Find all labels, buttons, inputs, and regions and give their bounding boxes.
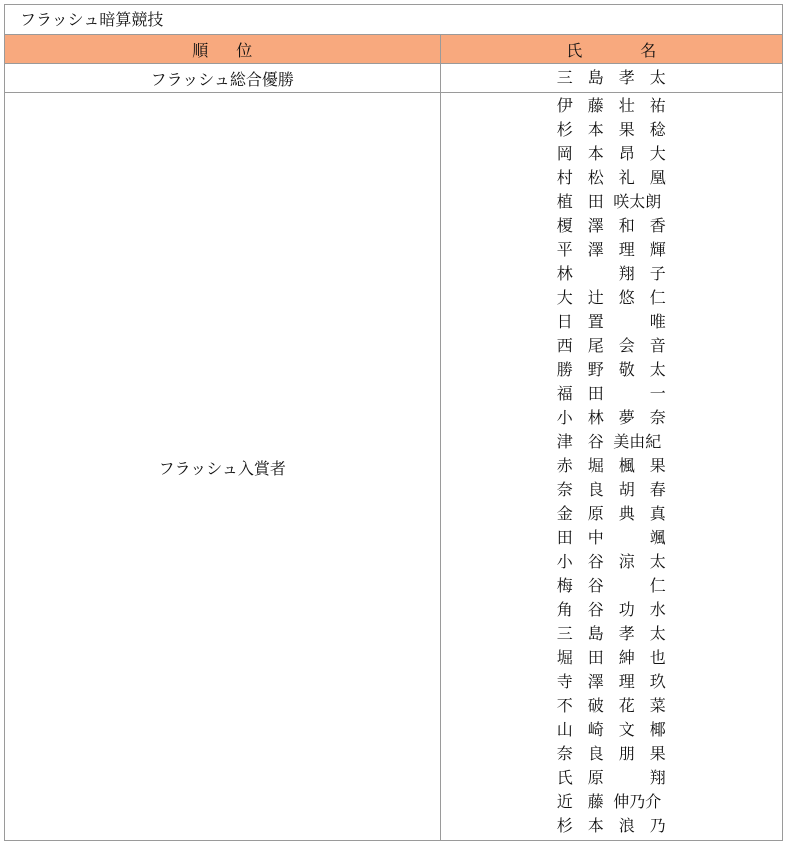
name-char: 太 (649, 624, 666, 643)
name-char: 颯 (649, 528, 666, 547)
name-char: 太 (649, 552, 666, 571)
name-char: 杉 (556, 816, 573, 835)
name-char: 果 (649, 744, 666, 763)
name-char: 太 (649, 68, 666, 87)
prize-winner-name (441, 166, 783, 190)
prize-winner-name (441, 142, 783, 166)
name-char: 置 (587, 312, 604, 331)
name-char (580, 262, 611, 286)
name-char: 日 (556, 312, 573, 331)
name-char: 寺 (556, 672, 573, 691)
name-char: 藤 (587, 96, 604, 115)
name-char: 祐 (649, 96, 666, 115)
name-char: 破 (587, 696, 604, 715)
overall-name-cell (440, 64, 782, 93)
name-char: 美由紀 (613, 432, 662, 451)
name-char (611, 574, 642, 598)
header-rank-char-2: 位 (236, 40, 253, 60)
name-char (611, 526, 642, 550)
name-char: 敬 (618, 360, 635, 379)
name-char: 楓 (618, 456, 635, 475)
name-char: 岡 (556, 144, 573, 163)
name-char: 理 (618, 240, 635, 259)
name-char: 花 (618, 696, 635, 715)
header-rank-char-1: 順 (192, 40, 209, 60)
name-char: 悠 (618, 288, 635, 307)
name-char: 仁 (649, 576, 666, 595)
name-char: 良 (587, 480, 604, 499)
name-char: 唯 (649, 312, 666, 331)
name-char: 中 (587, 528, 604, 547)
name-char: 凰 (649, 168, 666, 187)
name-char: 澤 (587, 216, 604, 235)
prize-winner-name (441, 214, 783, 238)
name-char: 山 (556, 720, 573, 739)
name-char: 孝 (618, 624, 635, 643)
name-char: 村 (556, 168, 573, 187)
name-char: 文 (618, 720, 635, 739)
prize-winner-name (441, 358, 783, 382)
name-char: 稔 (649, 120, 666, 139)
name-char: 翔 (618, 264, 635, 283)
name-char: 咲太朗 (613, 192, 662, 211)
name-char: 朋 (618, 744, 635, 763)
name-char: 真 (649, 504, 666, 523)
prize-winner-name (441, 718, 783, 742)
name-char: 福 (556, 384, 573, 403)
name-char: 藤 (587, 792, 604, 811)
name-char: 昂 (618, 144, 635, 163)
name-char: 涼 (618, 552, 635, 571)
name-char: 杉 (556, 120, 573, 139)
prize-winner-name (441, 646, 783, 670)
name-char: 本 (587, 120, 604, 139)
name-char: 会 (618, 336, 635, 355)
name-char: 氏 (556, 768, 573, 787)
prize-winner-name (441, 766, 783, 790)
name-char (611, 382, 642, 406)
prize-winner-name (441, 598, 783, 622)
name-char: 田 (587, 648, 604, 667)
table-title: フラッシュ暗算競技 (5, 5, 782, 35)
name-char: 小 (556, 408, 573, 427)
prize-winner-name (441, 118, 783, 142)
name-char: 本 (587, 816, 604, 835)
prize-winner-name (441, 814, 783, 838)
name-char: 伊 (556, 96, 573, 115)
name-char: 翔 (649, 768, 666, 787)
name-char: 田 (587, 384, 604, 403)
name-char: 梅 (556, 576, 573, 595)
prize-winner-name (441, 430, 783, 454)
name-char: 音 (649, 336, 666, 355)
prize-names-cell (440, 93, 782, 842)
name-char: 林 (587, 408, 604, 427)
prize-winner-name (441, 742, 783, 766)
name-char: 谷 (587, 576, 604, 595)
name-char: 尾 (587, 336, 604, 355)
prize-winner-name (441, 334, 783, 358)
header-name-char-2: 名 (640, 40, 657, 60)
overall-winner-name (441, 66, 783, 90)
name-char: 西 (556, 336, 573, 355)
name-char: 輝 (649, 240, 666, 259)
name-char: 果 (618, 120, 635, 139)
prize-winner-name (441, 574, 783, 598)
name-char: 奈 (556, 480, 573, 499)
name-char: 一 (649, 384, 666, 403)
name-char: 奈 (649, 408, 666, 427)
header-name-char-1: 氏 (566, 40, 583, 60)
name-char: 也 (649, 648, 666, 667)
name-char: 赤 (556, 456, 573, 475)
name-char: 礼 (618, 168, 635, 187)
prize-winner-name (441, 238, 783, 262)
name-char: 榎 (556, 216, 573, 235)
name-char: 奈 (556, 744, 573, 763)
name-char: 典 (618, 504, 635, 523)
name-char: 植 (556, 192, 573, 211)
prize-winner-name (441, 622, 783, 646)
prize-winner-name (441, 382, 783, 406)
prize-winner-name (441, 94, 783, 118)
prize-rank-cell: フラッシュ入賞者 (5, 93, 440, 842)
header-row (5, 35, 782, 64)
results-table (5, 35, 782, 841)
header-name (440, 35, 782, 64)
prize-winner-name (441, 286, 783, 310)
name-char: 本 (587, 144, 604, 163)
name-char: 孝 (618, 68, 635, 87)
name-char: 谷 (587, 432, 604, 451)
name-char: 角 (556, 600, 573, 619)
name-char: 金 (556, 504, 573, 523)
name-char: 不 (556, 696, 573, 715)
prize-winner-name (441, 262, 783, 286)
name-char: 壮 (618, 96, 635, 115)
name-char: 原 (587, 504, 604, 523)
name-char: 三 (556, 68, 573, 87)
prize-winner-name (441, 670, 783, 694)
prize-winner-name (441, 550, 783, 574)
name-char: 胡 (618, 480, 635, 499)
name-char: 夢 (618, 408, 635, 427)
name-char: 堀 (556, 648, 573, 667)
name-char: 松 (587, 168, 604, 187)
name-char: 谷 (587, 600, 604, 619)
name-char: 果 (649, 456, 666, 475)
name-char: 良 (587, 744, 604, 763)
name-char: 堀 (587, 456, 604, 475)
results-table-frame (4, 4, 783, 841)
name-char: 春 (649, 480, 666, 499)
name-char: 椰 (649, 720, 666, 739)
name-char: 澤 (587, 672, 604, 691)
name-char: 野 (587, 360, 604, 379)
prize-winner-name (441, 310, 783, 334)
name-char: 水 (649, 600, 666, 619)
prize-winners-row (5, 93, 782, 842)
prize-winner-name (441, 790, 783, 814)
name-char: 田 (587, 192, 604, 211)
overall-rank-cell: フラッシュ総合優勝 (5, 64, 440, 93)
prize-winner-name (441, 478, 783, 502)
name-char: 勝 (556, 360, 573, 379)
name-char: 紳 (618, 648, 635, 667)
name-char: 伸乃介 (613, 792, 662, 811)
name-char: 大 (556, 288, 573, 307)
name-char: 谷 (587, 552, 604, 571)
prize-winner-name (441, 406, 783, 430)
name-char: 原 (587, 768, 604, 787)
name-char: 澤 (587, 240, 604, 259)
name-char: 理 (618, 672, 635, 691)
name-char: 仁 (649, 288, 666, 307)
name-char (611, 766, 642, 790)
header-rank (5, 35, 440, 64)
name-char: 島 (587, 68, 604, 87)
name-char: 平 (556, 240, 573, 259)
prize-winner-name (441, 190, 783, 214)
overall-winner-row (5, 64, 782, 93)
name-char: 和 (618, 216, 635, 235)
name-char: 島 (587, 624, 604, 643)
name-char: 津 (556, 432, 573, 451)
name-char: 小 (556, 552, 573, 571)
prize-winner-name (441, 454, 783, 478)
name-char: 崎 (587, 720, 604, 739)
name-char: 林 (556, 264, 573, 283)
name-char: 玖 (649, 672, 666, 691)
name-char: 田 (556, 528, 573, 547)
name-char: 大 (649, 144, 666, 163)
name-char: 三 (556, 624, 573, 643)
name-char: 浪 (618, 816, 635, 835)
prize-winner-name (441, 502, 783, 526)
name-char: 功 (618, 600, 635, 619)
name-char: 近 (556, 792, 573, 811)
name-char: 香 (649, 216, 666, 235)
prize-winner-name (441, 526, 783, 550)
name-char: 辻 (587, 288, 604, 307)
name-char (611, 310, 642, 334)
prize-winner-name (441, 694, 783, 718)
name-char: 子 (649, 264, 666, 283)
name-char: 太 (649, 360, 666, 379)
name-char: 菜 (649, 696, 666, 715)
name-char: 乃 (649, 816, 666, 835)
